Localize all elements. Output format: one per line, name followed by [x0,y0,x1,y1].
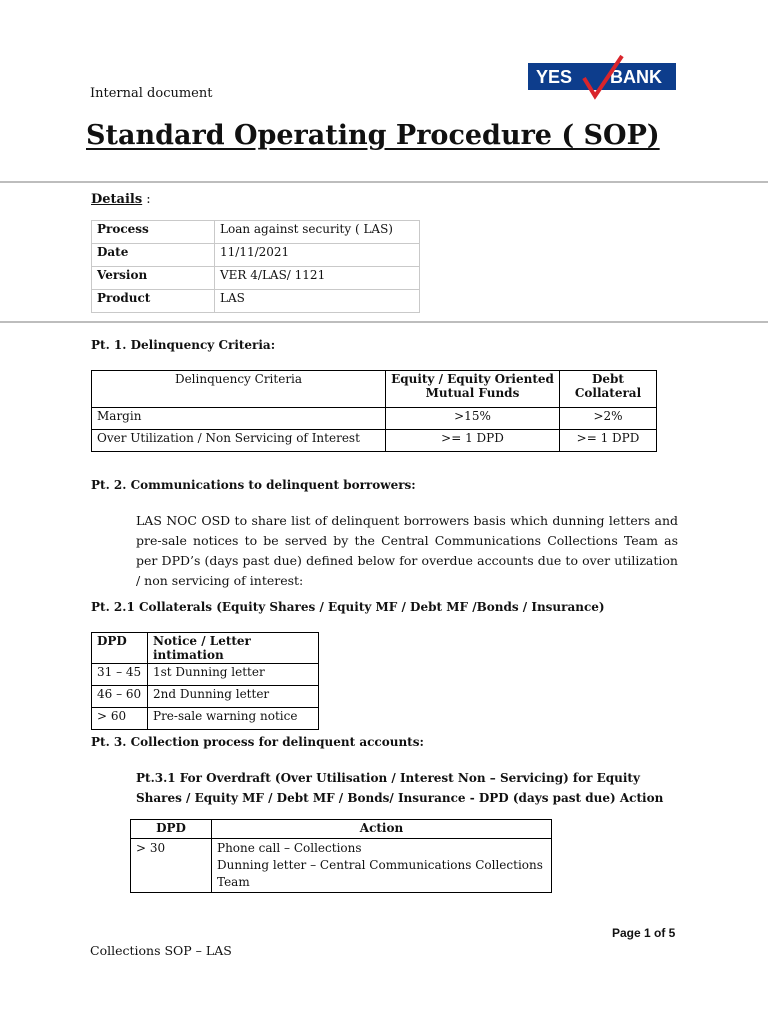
section-heading-pt2: Pt. 2. Communications to delinquent borrowers: [91,478,416,492]
table-row [92,244,420,267]
section-heading-pt21: Pt. 2.1 Collaterals (Equity Shares / Equity MF / Debt MF /Bonds / Insurance) [91,600,605,614]
table-cell: Margin [92,408,386,430]
table-header-row [92,633,319,664]
dpd-action-table [130,819,552,893]
table-cell: >= 1 DPD [560,430,657,452]
table-cell: >15% [386,408,560,430]
table-cell: 2nd Dunning letter [148,686,319,708]
logo-yes-text: YES [536,67,573,87]
table-cell: VER 4/LAS/ 1121 [215,267,420,290]
communications-paragraph: LAS NOC OSD to share list of delinquent borrowers basis which dunning letters and pre-sale notices to be served by the Central Communications Collections Team as per DPD’s (days past due) defined below for overdue accounts due to over utilization / non servicing of interest: [136,513,678,588]
section-heading-pt1: Pt. 1. Delinquency Criteria: [91,338,276,352]
table-cell: Pre-sale warning notice [148,708,319,730]
logo-bank-text: BANK [610,67,662,87]
column-header: Delinquency Criteria [92,371,386,408]
table-cell: >= 1 DPD [386,430,560,452]
column-header: Debt Collateral [560,371,657,408]
page-number: Page 1 of 5 [612,926,676,940]
table-cell [212,839,552,893]
details-colon: : [142,192,151,207]
table-cell: Product [92,290,215,313]
table-row [92,221,420,244]
footer-text: Collections SOP – LAS [90,943,232,958]
document-title: Standard Operating Procedure ( SOP) [86,120,660,151]
divider-line [0,181,768,183]
delinquency-criteria-table [91,370,657,452]
table-cell: 11/11/2021 [215,244,420,267]
table-row [92,430,657,452]
table-row [131,839,552,893]
table-cell: Loan against security ( LAS) [215,221,420,244]
divider-line [0,321,768,323]
subsection-heading-pt31: Pt.3.1 For Overdraft (Over Utilisation / Interest Non – Servicing) for Equity Shares / Equity MF / Debt MF / Bonds/ Insurance - DPD (days past due) Action [136,771,664,805]
action-line: Phone call – Collections [217,841,362,855]
table-header-row [92,371,657,408]
column-header: DPD [92,633,148,664]
details-heading [91,192,151,207]
dpd-notice-table [91,632,319,730]
action-line: Dunning letter – Central Communications Collections Team [217,858,543,889]
yes-bank-logo [526,54,678,100]
column-header: DPD [131,820,212,839]
table-cell: Date [92,244,215,267]
table-cell: 31 – 45 [92,664,148,686]
table-cell: > 30 [131,839,212,893]
table-cell: 1st Dunning letter [148,664,319,686]
table-row [92,290,420,313]
table-cell: Process [92,221,215,244]
table-row [92,664,319,686]
table-cell: >2% [560,408,657,430]
column-header: Action [212,820,552,839]
table-row [92,408,657,430]
table-row [92,267,420,290]
table-cell: > 60 [92,708,148,730]
table-header-row [131,820,552,839]
table-row [92,686,319,708]
details-label: Details [91,192,143,207]
column-header: Equity / Equity Oriented Mutual Funds [386,371,560,408]
details-table [91,220,420,313]
table-cell: LAS [215,290,420,313]
internal-document-label: Internal document [90,86,213,101]
table-row [92,708,319,730]
table-cell: Version [92,267,215,290]
column-header: Notice / Letter intimation [148,633,319,664]
section-heading-pt3: Pt. 3. Collection process for delinquent accounts: [91,735,424,749]
table-cell: Over Utilization / Non Servicing of Interest [92,430,386,452]
table-cell: 46 – 60 [92,686,148,708]
